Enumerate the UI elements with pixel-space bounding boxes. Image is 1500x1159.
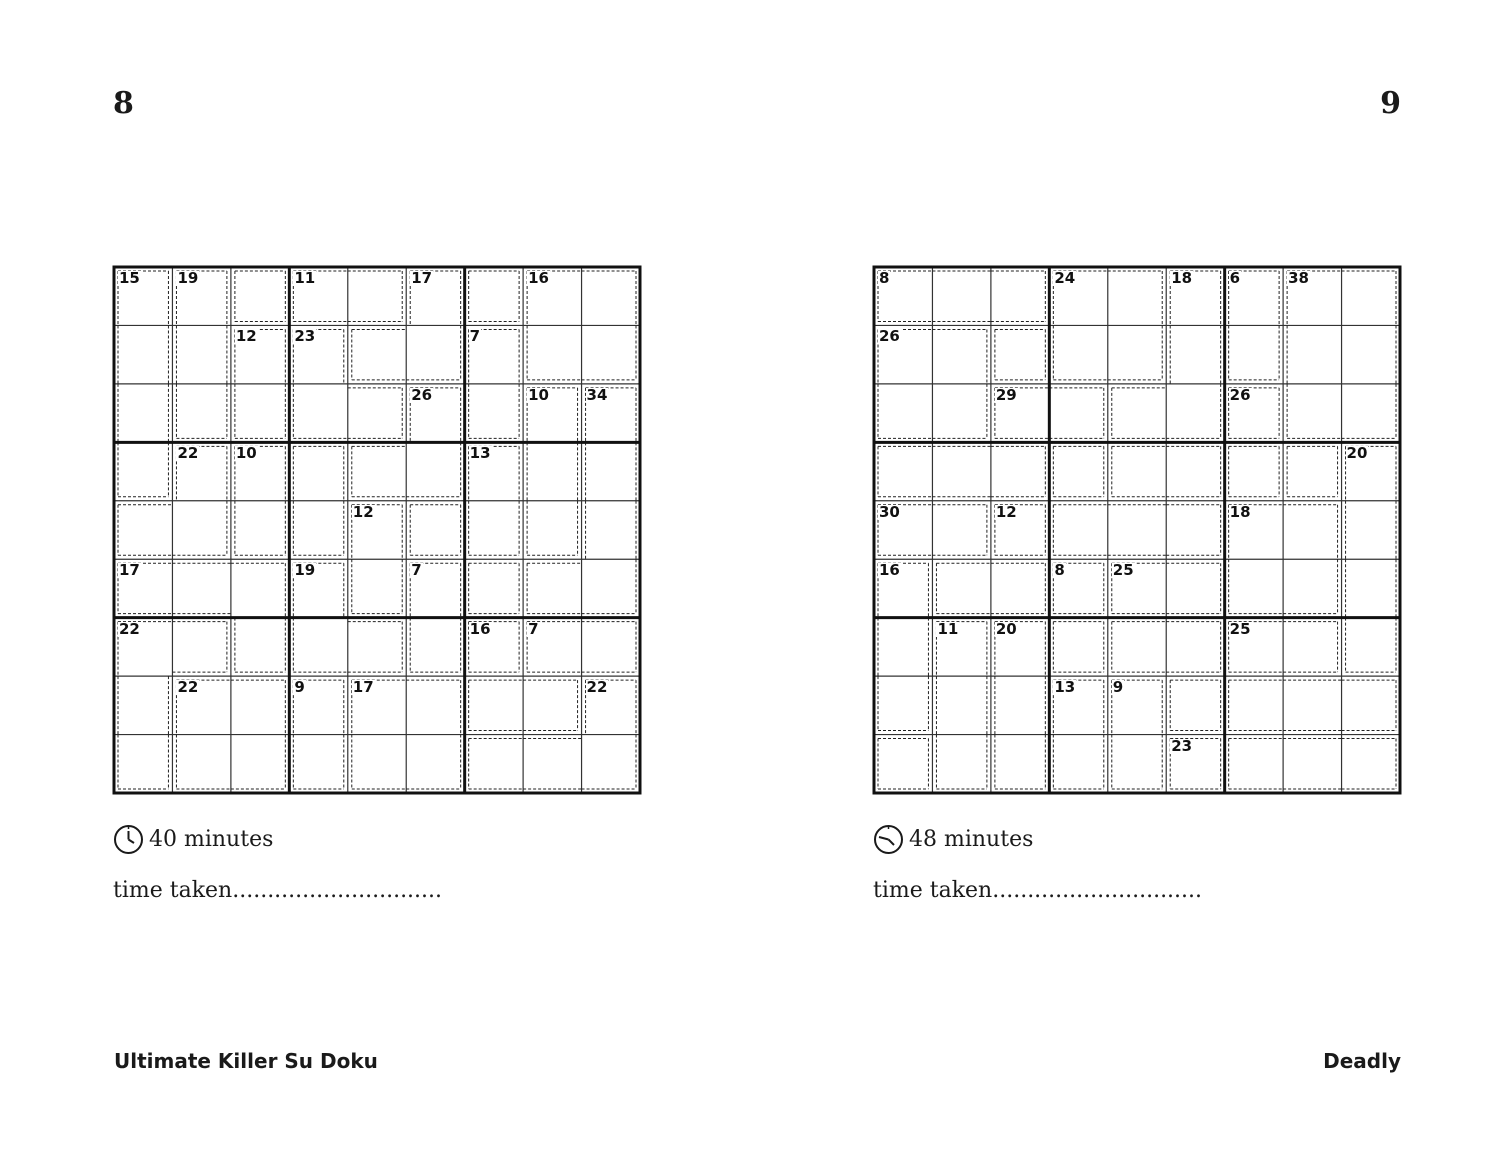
sudoku-cell[interactable] xyxy=(172,559,230,617)
time-goal-left xyxy=(113,824,273,855)
cage-sum: 26 xyxy=(1229,385,1251,404)
cage-sum: 22 xyxy=(177,444,199,463)
sudoku-cell[interactable] xyxy=(465,384,523,442)
cage-sum: 10 xyxy=(528,385,549,404)
sudoku-cell[interactable] xyxy=(172,501,230,559)
sudoku-cell[interactable] xyxy=(406,676,464,734)
sudoku-cell[interactable] xyxy=(874,384,932,442)
sudoku-cell[interactable] xyxy=(1049,384,1107,442)
grid-lines xyxy=(874,267,1400,793)
sudoku-cell[interactable] xyxy=(1108,735,1166,793)
sudoku-cell[interactable] xyxy=(582,735,640,793)
sudoku-cell[interactable] xyxy=(348,384,406,442)
sudoku-cell[interactable] xyxy=(1049,501,1107,559)
time-taken-left[interactable]: time taken.............................. xyxy=(113,878,443,903)
sudoku-cell[interactable] xyxy=(289,735,347,793)
sudoku-cell[interactable] xyxy=(1225,325,1283,383)
sudoku-cell[interactable] xyxy=(231,618,289,676)
time-goal-right xyxy=(873,824,1033,855)
sudoku-cell[interactable] xyxy=(406,442,464,500)
sudoku-cell[interactable] xyxy=(231,559,289,617)
cage-sum: 13 xyxy=(1054,678,1076,697)
cage-sum: 12 xyxy=(995,502,1017,521)
sudoku-cell[interactable] xyxy=(1342,618,1400,676)
sudoku-cell[interactable] xyxy=(932,501,990,559)
cage-sum: 22 xyxy=(177,678,199,697)
sudoku-cell[interactable] xyxy=(1342,559,1400,617)
sudoku-cell[interactable] xyxy=(1108,618,1166,676)
sudoku-cell[interactable] xyxy=(172,618,230,676)
sudoku-cell[interactable] xyxy=(991,559,1049,617)
cage-sum: 7 xyxy=(469,327,481,346)
cage-sum: 17 xyxy=(119,561,140,580)
sudoku-cell[interactable] xyxy=(932,325,990,383)
sudoku-cell[interactable] xyxy=(348,325,406,383)
sudoku-cell[interactable] xyxy=(582,618,640,676)
cage-sum: 20 xyxy=(1346,444,1368,463)
sudoku-cell[interactable] xyxy=(406,618,464,676)
cage-sum: 15 xyxy=(119,269,140,287)
cage-sum: 17 xyxy=(352,678,374,697)
sudoku-cell[interactable] xyxy=(289,618,347,676)
difficulty-footer: Deadly xyxy=(1323,1049,1401,1073)
sudoku-cell[interactable] xyxy=(348,735,406,793)
sudoku-cell[interactable] xyxy=(874,442,932,500)
cage-sum: 10 xyxy=(235,444,257,463)
sudoku-cell[interactable] xyxy=(1166,559,1224,617)
sudoku-cell[interactable] xyxy=(1225,442,1283,500)
sudoku-cell[interactable] xyxy=(1166,384,1224,442)
sudoku-cell[interactable] xyxy=(932,676,990,734)
cage-sum: 17 xyxy=(411,269,433,287)
sudoku-cell[interactable] xyxy=(231,735,289,793)
sudoku-cell[interactable] xyxy=(991,325,1049,383)
sudoku-cell[interactable] xyxy=(172,735,230,793)
sudoku-cell[interactable] xyxy=(874,618,932,676)
sudoku-cell[interactable] xyxy=(523,325,581,383)
time-goal-label: 48 minutes xyxy=(909,827,1034,852)
killer-sudoku-grid-left[interactable] xyxy=(114,267,640,793)
sudoku-cell[interactable] xyxy=(523,676,581,734)
sudoku-cell[interactable] xyxy=(465,735,523,793)
cage-sum: 6 xyxy=(1229,269,1241,287)
sudoku-cell[interactable] xyxy=(932,735,990,793)
sudoku-cell[interactable] xyxy=(1166,501,1224,559)
time-taken-right[interactable]: time taken.............................. xyxy=(873,878,1203,903)
sudoku-cell[interactable] xyxy=(523,442,581,500)
sudoku-cell[interactable] xyxy=(231,676,289,734)
sudoku-cell[interactable] xyxy=(1049,325,1107,383)
sudoku-cell[interactable] xyxy=(289,384,347,442)
killer-sudoku-grid-right[interactable] xyxy=(874,267,1400,793)
sudoku-cell[interactable] xyxy=(991,676,1049,734)
cage-sum: 25 xyxy=(1112,561,1134,580)
sudoku-cell[interactable] xyxy=(991,735,1049,793)
sudoku-cell[interactable] xyxy=(231,384,289,442)
sudoku-cell[interactable] xyxy=(582,442,640,500)
sudoku-cell[interactable] xyxy=(348,267,406,325)
sudoku-cell[interactable] xyxy=(406,735,464,793)
sudoku-cell[interactable] xyxy=(1283,384,1341,442)
cage-sum: 22 xyxy=(586,678,608,697)
sudoku-cell[interactable] xyxy=(172,384,230,442)
cage-sum: 26 xyxy=(879,327,900,346)
cage-sum: 20 xyxy=(995,619,1017,638)
sudoku-cell[interactable] xyxy=(1342,384,1400,442)
sudoku-cell[interactable] xyxy=(348,618,406,676)
sudoku-cell[interactable] xyxy=(1283,559,1341,617)
sudoku-cell[interactable] xyxy=(1342,501,1400,559)
sudoku-cell[interactable] xyxy=(1283,735,1341,793)
sudoku-cell[interactable] xyxy=(289,501,347,559)
sudoku-cell[interactable] xyxy=(582,267,640,325)
cage-sum: 16 xyxy=(879,561,900,580)
sudoku-cell[interactable] xyxy=(1108,267,1166,325)
cage-sum: 12 xyxy=(235,327,257,346)
sudoku-cell[interactable] xyxy=(1283,676,1341,734)
cage-sum: 18 xyxy=(1229,502,1251,521)
cage-sum: 23 xyxy=(1171,736,1193,755)
clock-icon xyxy=(873,824,904,855)
cage-sum: 23 xyxy=(294,327,316,346)
time-goal-label: 40 minutes xyxy=(149,827,274,852)
sudoku-cell[interactable] xyxy=(348,559,406,617)
cage-sum: 8 xyxy=(879,269,890,287)
sudoku-cell[interactable] xyxy=(114,442,172,500)
sudoku-cell[interactable] xyxy=(1108,442,1166,500)
sudoku-cell[interactable] xyxy=(465,267,523,325)
cage-sum: 22 xyxy=(119,619,140,638)
sudoku-cell[interactable] xyxy=(1283,501,1341,559)
book-title-footer: Ultimate Killer Su Doku xyxy=(114,1049,378,1073)
cage-sum: 19 xyxy=(294,561,316,580)
sudoku-cell[interactable] xyxy=(406,325,464,383)
cage-sum: 24 xyxy=(1054,269,1076,287)
cage-sum: 7 xyxy=(528,619,539,638)
cage-sum: 9 xyxy=(1112,678,1124,697)
page-number-left: 8 xyxy=(113,86,134,121)
sudoku-cell[interactable] xyxy=(1342,267,1400,325)
sudoku-cell[interactable] xyxy=(523,501,581,559)
cage-sum: 11 xyxy=(294,269,316,287)
cage-sum: 25 xyxy=(1229,619,1251,638)
sudoku-cell[interactable] xyxy=(406,501,464,559)
sudoku-cell[interactable] xyxy=(1049,442,1107,500)
cage-sum: 13 xyxy=(469,444,491,463)
cage-sum: 30 xyxy=(879,502,900,521)
cage-sum: 38 xyxy=(1288,269,1309,287)
sudoku-cell[interactable] xyxy=(932,267,990,325)
cage-sum: 7 xyxy=(411,561,422,580)
cage-sum: 16 xyxy=(469,619,491,638)
sudoku-cell[interactable] xyxy=(874,676,932,734)
cage-sum: 29 xyxy=(995,385,1017,404)
cage-sum: 34 xyxy=(586,385,608,404)
sudoku-cell[interactable] xyxy=(114,325,172,383)
cage-sum: 8 xyxy=(1054,561,1065,580)
sudoku-cell[interactable] xyxy=(114,501,172,559)
grid-lines xyxy=(114,267,640,793)
sudoku-cell[interactable] xyxy=(1049,618,1107,676)
sudoku-cell[interactable] xyxy=(1049,735,1107,793)
sudoku-cell[interactable] xyxy=(1225,559,1283,617)
sudoku-cell[interactable] xyxy=(1108,501,1166,559)
sudoku-cell[interactable] xyxy=(1166,325,1224,383)
sudoku-cell[interactable] xyxy=(348,442,406,500)
cage-sum: 9 xyxy=(294,678,305,697)
sudoku-cell[interactable] xyxy=(523,559,581,617)
sudoku-cell[interactable] xyxy=(932,559,990,617)
sudoku-cell[interactable] xyxy=(1166,442,1224,500)
sudoku-cell[interactable] xyxy=(582,501,640,559)
cage-sum: 26 xyxy=(411,385,433,404)
sudoku-cell[interactable] xyxy=(1166,618,1224,676)
cage-sum: 19 xyxy=(177,269,199,287)
sudoku-cell[interactable] xyxy=(1225,676,1283,734)
sudoku-cell[interactable] xyxy=(465,676,523,734)
sudoku-cell[interactable] xyxy=(465,559,523,617)
cage-sum: 18 xyxy=(1171,269,1193,287)
sudoku-cell[interactable] xyxy=(523,735,581,793)
page-number-right: 9 xyxy=(1380,86,1401,121)
sudoku-cell[interactable] xyxy=(1283,618,1341,676)
sudoku-cell[interactable] xyxy=(874,735,932,793)
sudoku-cell[interactable] xyxy=(231,267,289,325)
cage-sum: 16 xyxy=(528,269,549,287)
sudoku-cell[interactable] xyxy=(114,735,172,793)
sudoku-cell[interactable] xyxy=(1283,325,1341,383)
sudoku-cell[interactable] xyxy=(172,325,230,383)
sudoku-cell[interactable] xyxy=(1225,735,1283,793)
sudoku-cell[interactable] xyxy=(1108,384,1166,442)
sudoku-cell[interactable] xyxy=(114,384,172,442)
sudoku-cell[interactable] xyxy=(991,267,1049,325)
sudoku-cell[interactable] xyxy=(932,442,990,500)
sudoku-cell[interactable] xyxy=(114,676,172,734)
sudoku-cell[interactable] xyxy=(1342,325,1400,383)
cage-sum: 11 xyxy=(937,619,959,638)
sudoku-cell[interactable] xyxy=(231,501,289,559)
sudoku-cell[interactable] xyxy=(1108,325,1166,383)
sudoku-cell[interactable] xyxy=(991,442,1049,500)
cage-sum: 12 xyxy=(352,502,374,521)
sudoku-cell[interactable] xyxy=(1342,676,1400,734)
sudoku-cell[interactable] xyxy=(582,325,640,383)
sudoku-cell[interactable] xyxy=(1283,442,1341,500)
clock-icon xyxy=(113,824,144,855)
sudoku-cell[interactable] xyxy=(465,501,523,559)
sudoku-cell[interactable] xyxy=(582,559,640,617)
sudoku-cell[interactable] xyxy=(1342,735,1400,793)
sudoku-cell[interactable] xyxy=(1166,676,1224,734)
sudoku-cell[interactable] xyxy=(289,442,347,500)
sudoku-cell[interactable] xyxy=(932,384,990,442)
